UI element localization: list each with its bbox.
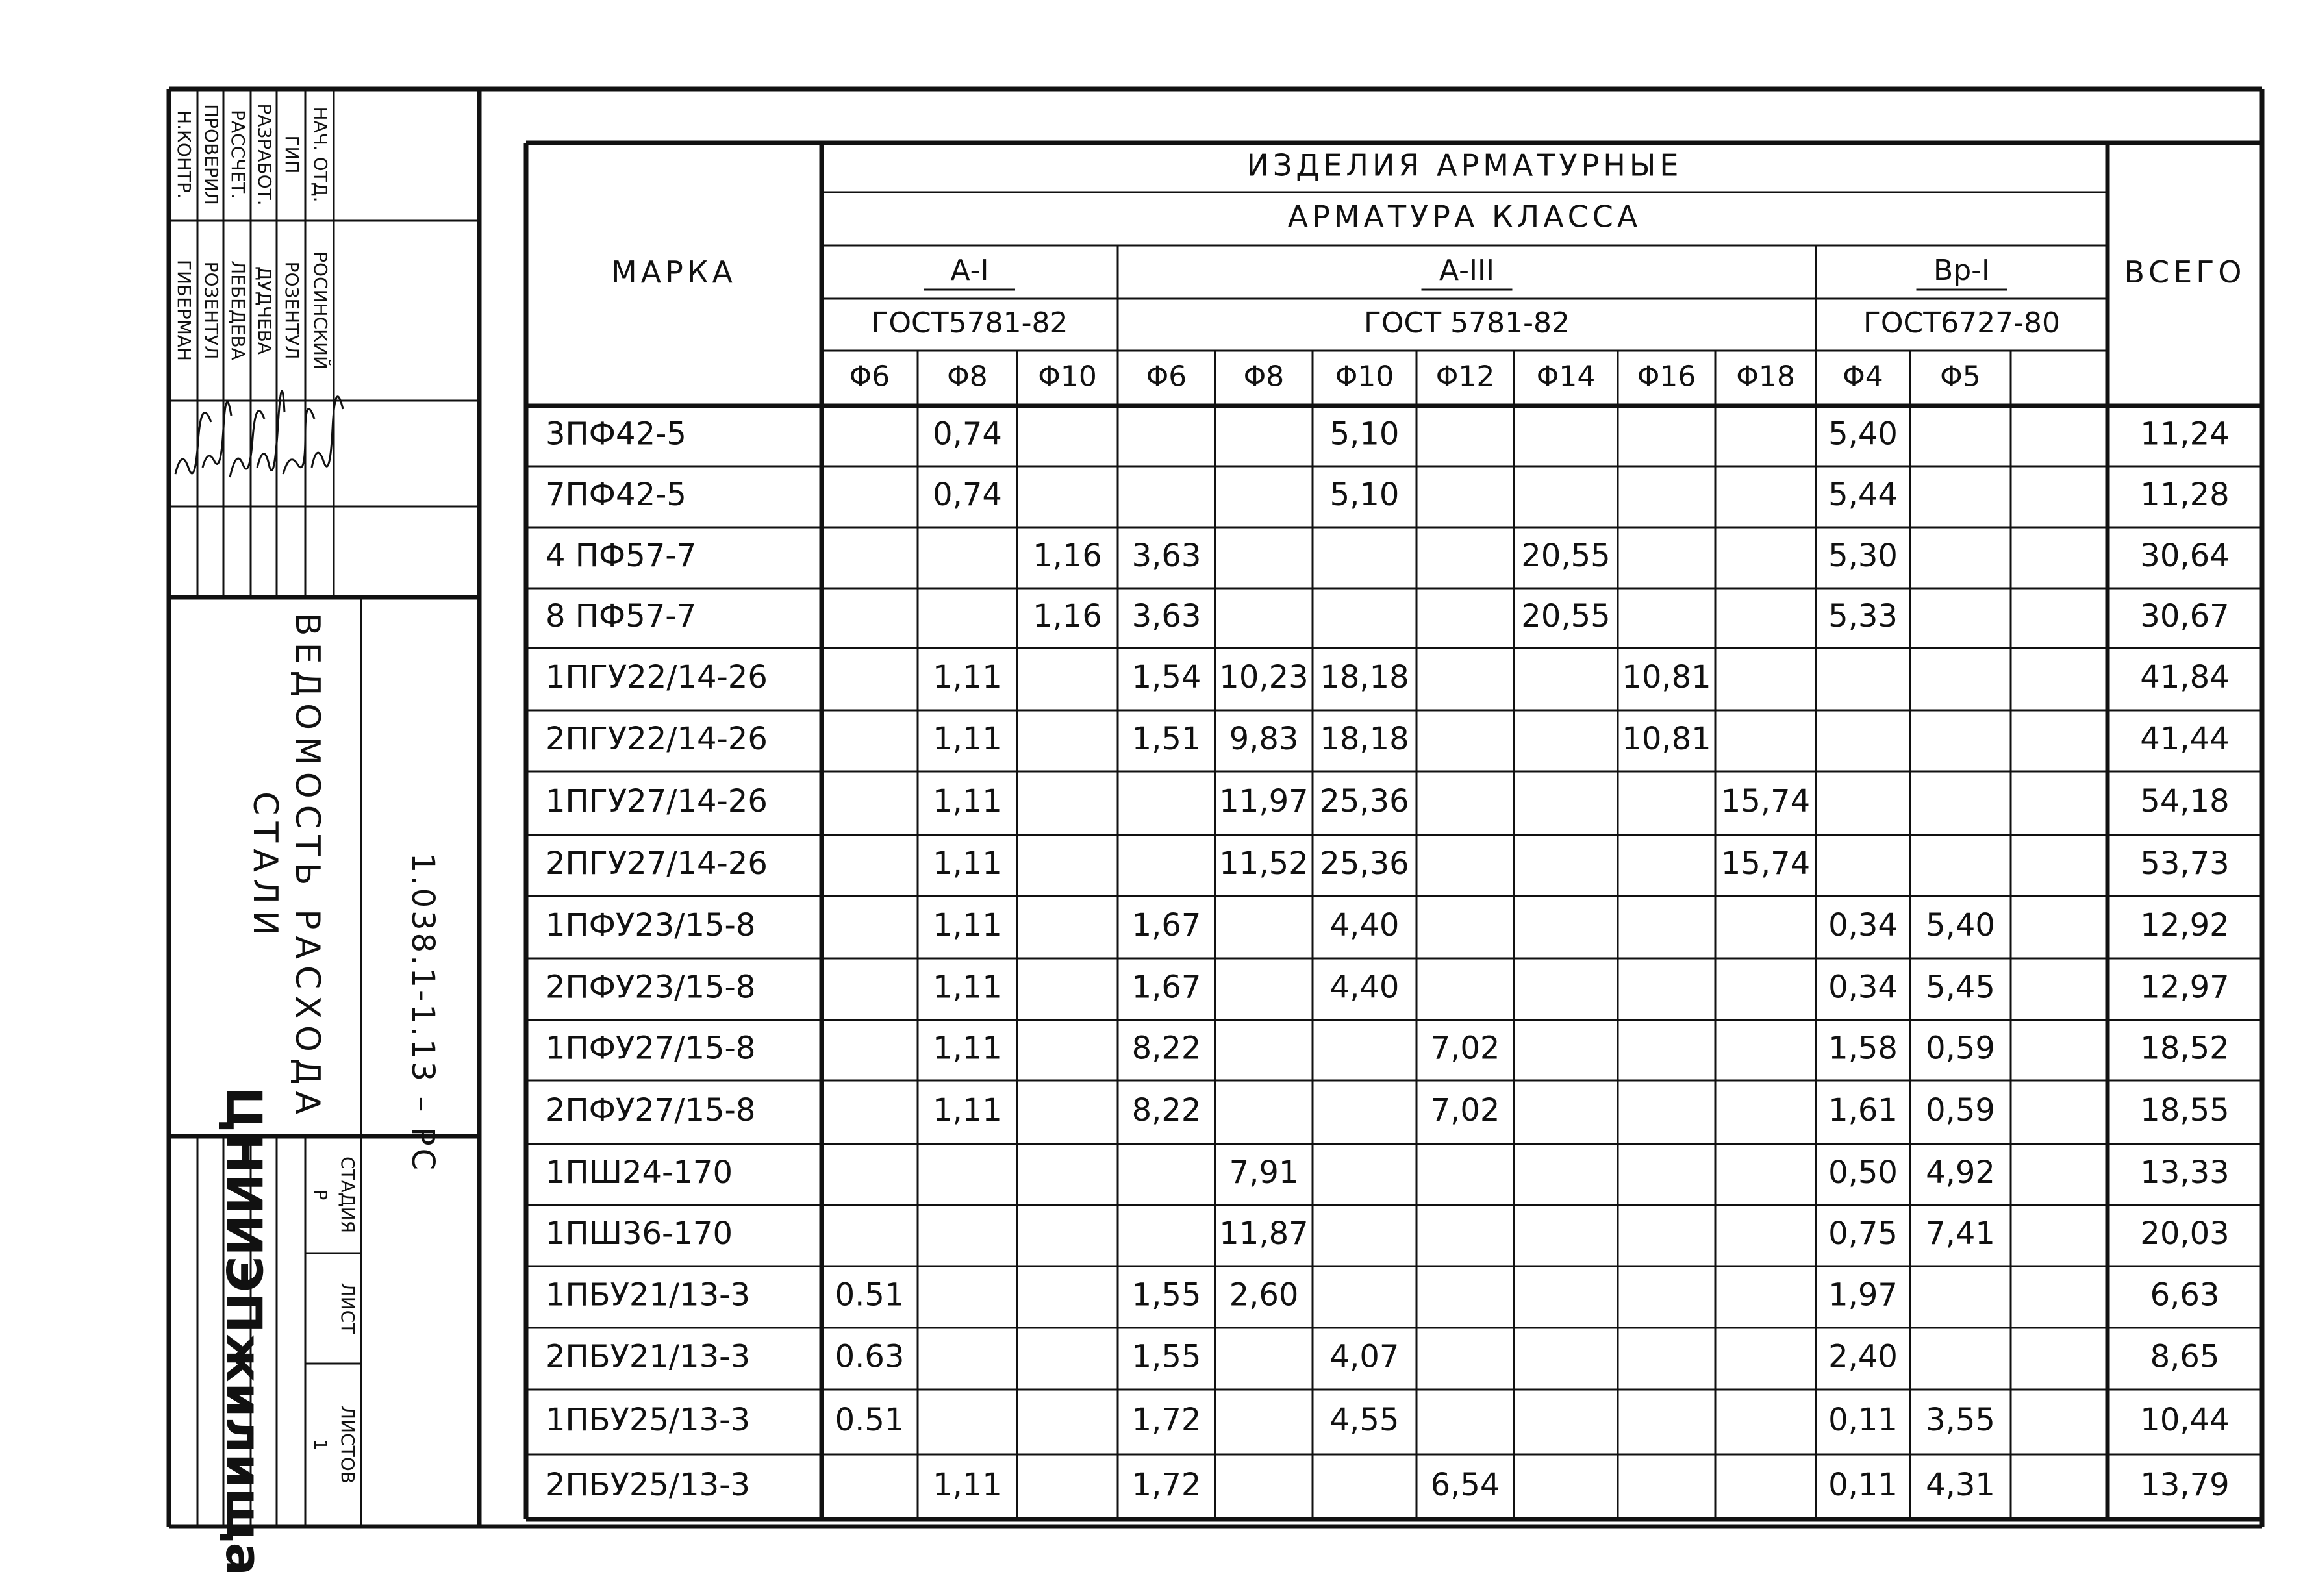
row-mark: 1ПГУ27/14-26 xyxy=(546,783,768,819)
diameter-header: Φ12 xyxy=(1435,360,1495,393)
row-value: 5,33 xyxy=(1828,598,1898,634)
row-value: 1,11 xyxy=(933,1092,1002,1128)
row-value: 7,41 xyxy=(1926,1216,1995,1252)
sheets-label: ЛИСТОВ xyxy=(337,1406,359,1484)
row-value: 1,11 xyxy=(933,783,1002,819)
title-block xyxy=(169,89,479,1576)
row-value: 0,59 xyxy=(1926,1030,1995,1067)
row-value: 20,55 xyxy=(1521,598,1611,634)
row-value: 4,55 xyxy=(1329,1402,1400,1438)
row-total: 53,73 xyxy=(2140,845,2230,882)
diameter-header: Φ6 xyxy=(849,360,890,393)
row-value: 9,83 xyxy=(1229,721,1299,757)
row-value: 1,55 xyxy=(1131,1277,1202,1314)
row-value: 10,81 xyxy=(1622,659,1711,695)
row-value: 3,55 xyxy=(1926,1402,1995,1438)
row-value: 0,74 xyxy=(933,416,1002,453)
stamp-role: ГИП xyxy=(281,135,303,174)
row-value: 6,54 xyxy=(1430,1467,1500,1503)
row-value: 18,18 xyxy=(1320,721,1409,757)
sheets-value: 1 xyxy=(310,1439,331,1451)
row-total: 11,28 xyxy=(2140,477,2230,513)
row-total: 12,92 xyxy=(2140,907,2230,943)
row-value: 18,18 xyxy=(1320,659,1409,695)
row-value: 4,40 xyxy=(1329,907,1400,943)
signature xyxy=(230,411,264,477)
row-value: 1,11 xyxy=(933,721,1002,757)
row-value: 11,97 xyxy=(1219,783,1309,819)
row-value: 8,22 xyxy=(1131,1092,1202,1128)
row-total: 6,63 xyxy=(2150,1277,2220,1314)
row-value: 0,59 xyxy=(1926,1092,1995,1128)
row-value: 1,67 xyxy=(1131,907,1202,943)
row-value: 1,97 xyxy=(1828,1277,1898,1314)
diameter-header: Φ4 xyxy=(1843,360,1883,393)
row-value: 0,75 xyxy=(1828,1216,1898,1252)
row-value: 1,67 xyxy=(1131,969,1202,1006)
row-total: 41,84 xyxy=(2140,659,2230,695)
row-value: 0.51 xyxy=(835,1277,905,1314)
signature xyxy=(203,402,231,468)
signature xyxy=(257,391,284,471)
row-mark: 1ПФУ23/15-8 xyxy=(546,907,756,943)
row-total: 30,64 xyxy=(2140,538,2230,574)
row-value: 25,36 xyxy=(1320,845,1409,882)
group-title: ИЗДЕЛИЯ АРМАТУРНЫЕ xyxy=(1246,147,1683,183)
stamp-role: Н.КОНТР. xyxy=(173,110,195,199)
row-value: 0,50 xyxy=(1828,1154,1898,1191)
stamp-role: ПРОВЕРИЛ xyxy=(201,104,222,205)
row-total: 18,52 xyxy=(2140,1030,2230,1067)
row-mark: 7ПФ42-5 xyxy=(546,477,686,513)
row-mark: 2ПГУ27/14-26 xyxy=(546,845,768,882)
row-mark: 1ПГУ22/14-26 xyxy=(546,659,768,695)
row-value: 1,51 xyxy=(1131,721,1202,757)
row-total: 13,79 xyxy=(2140,1467,2230,1503)
row-mark: 4 ПФ57-7 xyxy=(546,538,697,574)
row-value: 15,74 xyxy=(1720,783,1811,819)
stage-value: Р xyxy=(310,1189,331,1201)
doc-code: 1.038.1-1.13 – РС xyxy=(405,853,441,1173)
stamp-name: ЛЕБЕДЕВА xyxy=(227,260,249,360)
row-value: 1,11 xyxy=(933,1030,1002,1067)
diameter-header: Φ6 xyxy=(1146,360,1187,393)
row-value: 11,52 xyxy=(1219,845,1309,882)
diameter-header: Φ14 xyxy=(1536,360,1596,393)
row-value: 0.63 xyxy=(835,1338,905,1375)
subgroup-title: АРМАТУРА КЛАССА xyxy=(1287,199,1642,234)
row-value: 1,54 xyxy=(1131,659,1202,695)
row-total: 8,65 xyxy=(2150,1338,2220,1375)
row-value: 4,40 xyxy=(1329,969,1400,1006)
class-name: Вр-I xyxy=(1933,254,1990,287)
row-mark: 3ПФ42-5 xyxy=(546,416,686,453)
signature xyxy=(175,412,211,474)
diameter-header: Φ10 xyxy=(1038,360,1097,393)
row-value: 3,63 xyxy=(1131,598,1202,634)
col-total-header: ВСЕГО xyxy=(2124,255,2246,290)
row-value: 25,36 xyxy=(1320,783,1409,819)
diameter-header: Φ8 xyxy=(947,360,988,393)
row-value: 5,44 xyxy=(1828,477,1898,513)
row-value: 0.51 xyxy=(835,1402,905,1438)
steel-consumption-table xyxy=(526,143,2262,1519)
diameter-header: Φ8 xyxy=(1243,360,1285,393)
stamp-role: РАССЧЕТ. xyxy=(227,109,249,200)
row-value: 10,81 xyxy=(1622,721,1711,757)
row-value: 4,92 xyxy=(1926,1154,1995,1191)
row-mark: 1ПШ36-170 xyxy=(546,1216,733,1252)
row-value: 1,11 xyxy=(933,907,1002,943)
signature xyxy=(283,409,314,474)
row-mark: 2ПФУ27/15-8 xyxy=(546,1092,756,1128)
row-mark: 1ПБУ21/13-3 xyxy=(546,1277,750,1314)
row-value: 11,87 xyxy=(1219,1216,1309,1252)
row-value: 1,72 xyxy=(1131,1467,1202,1503)
col-mark-header: МАРКА xyxy=(610,255,737,290)
row-value: 2,60 xyxy=(1229,1277,1299,1314)
stamp-name: РОЗЕНТУЛ xyxy=(201,261,222,360)
stamp-name: РОСИНСКИЙ xyxy=(310,251,331,369)
row-value: 1,16 xyxy=(1033,598,1102,634)
row-value: 7,02 xyxy=(1430,1030,1500,1067)
row-mark: 1ПБУ25/13-3 xyxy=(546,1402,750,1438)
row-value: 0,11 xyxy=(1828,1402,1898,1438)
row-value: 8,22 xyxy=(1131,1030,1202,1067)
row-value: 5,45 xyxy=(1926,969,1995,1006)
row-mark: 2ПБУ21/13-3 xyxy=(546,1338,750,1375)
row-total: 30,67 xyxy=(2140,598,2230,634)
doc-title-line2: СТАЛИ xyxy=(245,792,284,942)
row-mark: 1ПШ24-170 xyxy=(546,1154,733,1191)
row-total: 18,55 xyxy=(2140,1092,2230,1128)
row-value: 1,11 xyxy=(933,1467,1002,1503)
diameter-header: Φ10 xyxy=(1335,360,1394,393)
diameter-header: Φ18 xyxy=(1736,360,1795,393)
row-total: 11,24 xyxy=(2140,416,2230,453)
diameter-header: Φ5 xyxy=(1940,360,1981,393)
row-mark: 2ПГУ22/14-26 xyxy=(546,721,768,757)
organization-logo: ЦНИИЭПжилища xyxy=(215,1086,273,1576)
row-value: 1,11 xyxy=(933,659,1002,695)
row-value: 4,07 xyxy=(1329,1338,1400,1375)
row-value: 0,11 xyxy=(1828,1467,1898,1503)
stage-label: СТАДИЯ xyxy=(337,1156,359,1234)
gost-label: ГОСТ5781-82 xyxy=(871,306,1068,340)
row-value: 3,63 xyxy=(1131,538,1202,574)
row-value: 5,40 xyxy=(1926,907,1995,943)
sheet-label: ЛИСТ xyxy=(337,1282,359,1334)
row-value: 7,91 xyxy=(1229,1154,1299,1191)
row-value: 0,74 xyxy=(933,477,1002,513)
row-value: 0,34 xyxy=(1828,907,1898,943)
gost-label: ГОСТ 5781-82 xyxy=(1364,306,1570,340)
row-value: 1,11 xyxy=(933,845,1002,882)
row-value: 1,58 xyxy=(1828,1030,1898,1067)
stamp-name: ГИБЕРМАН xyxy=(173,259,195,362)
row-total: 54,18 xyxy=(2140,783,2230,819)
row-mark: 2ПБУ25/13-3 xyxy=(546,1467,750,1503)
row-mark: 2ПФУ23/15-8 xyxy=(546,969,756,1006)
row-value: 4,31 xyxy=(1926,1467,1995,1503)
row-total: 12,97 xyxy=(2140,969,2230,1006)
row-value: 7,02 xyxy=(1430,1092,1500,1128)
row-value: 2,40 xyxy=(1828,1338,1898,1375)
row-value: 1,61 xyxy=(1828,1092,1898,1128)
row-value: 15,74 xyxy=(1720,845,1811,882)
doc-title: ВЕДОМОСТЬ РАСХОДА xyxy=(288,612,327,1121)
row-value: 1,11 xyxy=(933,969,1002,1006)
row-value: 5,30 xyxy=(1828,538,1898,574)
row-value: 1,16 xyxy=(1033,538,1102,574)
class-name: А-III xyxy=(1439,254,1494,287)
row-total: 13,33 xyxy=(2140,1154,2230,1191)
row-value: 5,10 xyxy=(1329,477,1400,513)
row-value: 0,34 xyxy=(1828,969,1898,1006)
stamp-role: РАЗРАБОТ. xyxy=(254,103,275,206)
row-value: 20,55 xyxy=(1521,538,1611,574)
class-name: А-I xyxy=(950,254,989,287)
stamp-role: НАЧ. ОТД. xyxy=(310,106,331,203)
row-mark: 1ПФУ27/15-8 xyxy=(546,1030,756,1067)
row-value: 10,23 xyxy=(1219,659,1309,695)
row-total: 10,44 xyxy=(2140,1402,2230,1438)
signature xyxy=(312,397,343,468)
gost-label: ГОСТ6727-80 xyxy=(1863,306,2060,340)
row-total: 20,03 xyxy=(2140,1216,2230,1252)
stamp-name: ДУДЧЕВА xyxy=(254,266,275,355)
row-total: 41,44 xyxy=(2140,721,2230,757)
stamp-name: РОЗЕНТУЛ xyxy=(281,261,303,360)
row-value: 5,40 xyxy=(1828,416,1898,453)
row-value: 1,72 xyxy=(1131,1402,1202,1438)
diameter-header: Φ16 xyxy=(1637,360,1696,393)
row-value: 5,10 xyxy=(1329,416,1400,453)
row-value: 1,55 xyxy=(1131,1338,1202,1375)
row-mark: 8 ПФ57-7 xyxy=(546,598,697,634)
